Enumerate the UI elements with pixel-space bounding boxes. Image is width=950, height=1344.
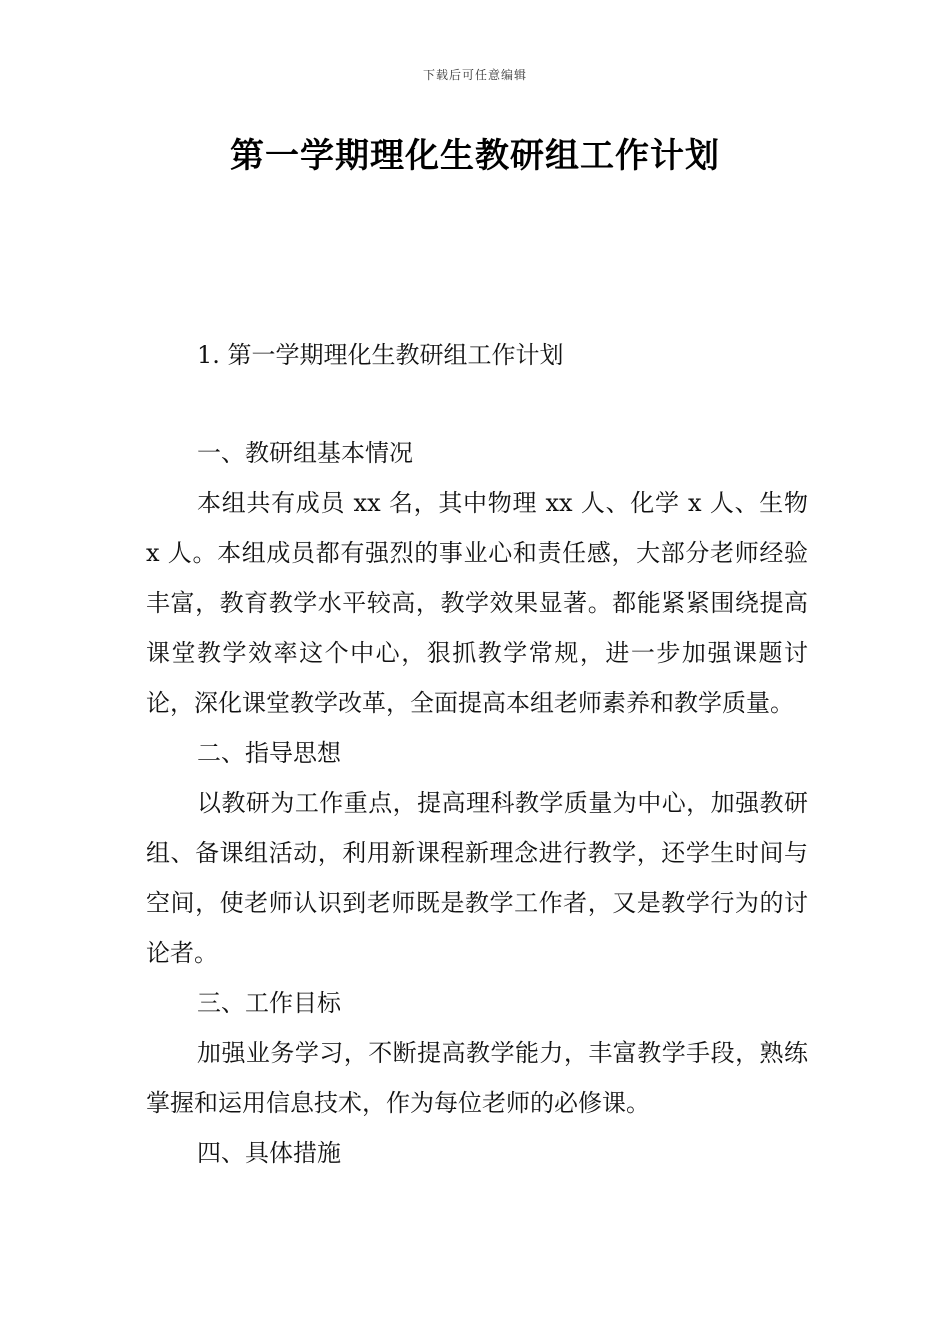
header-note: 下载后可任意编辑 — [422, 68, 527, 82]
section-paragraph-3: 加强业务学习，不断提高教学能力，丰富教学手段，熟练掌握和运用信息技术，作为每位老师的必修课。 — [146, 1039, 808, 1117]
section-paragraph-2: 以教研为工作重点，提高理科教学质量为中心，加强教研组、备课组活动，利用新课程新理念进行教学，还学生时间与空间，使老师认识到老师既是教学工作者，又是教学行为的讨论者。 — [146, 789, 808, 967]
section-paragraph-1: 本组共有成员 xx 名，其中物理 xx 人、化学 x 人、生物 x 人。本组成员都有强烈的事业心和责任感，大部分老师经验丰富，教育教学水平较高，教学效果显著。都能紧紧围绕提高课堂教学效率这个中心，狠抓教学常规，进一步加强课题讨论，深化课堂教学改革，全面提高本组老师素养和教学质量。 — [146, 489, 808, 717]
document-title: 第一学期理化生教研组工作计划 — [230, 136, 720, 176]
section-heading-2: 二、指导思想 — [197, 739, 341, 767]
section-heading-1: 一、教研组基本情况 — [197, 439, 413, 467]
section-heading-4: 四、具体措施 — [197, 1139, 341, 1167]
section-heading-3: 三、工作目标 — [197, 989, 341, 1017]
document-body — [146, 330, 808, 1178]
item-title: 1. 第一学期理化生教研组工作计划 — [197, 341, 564, 369]
